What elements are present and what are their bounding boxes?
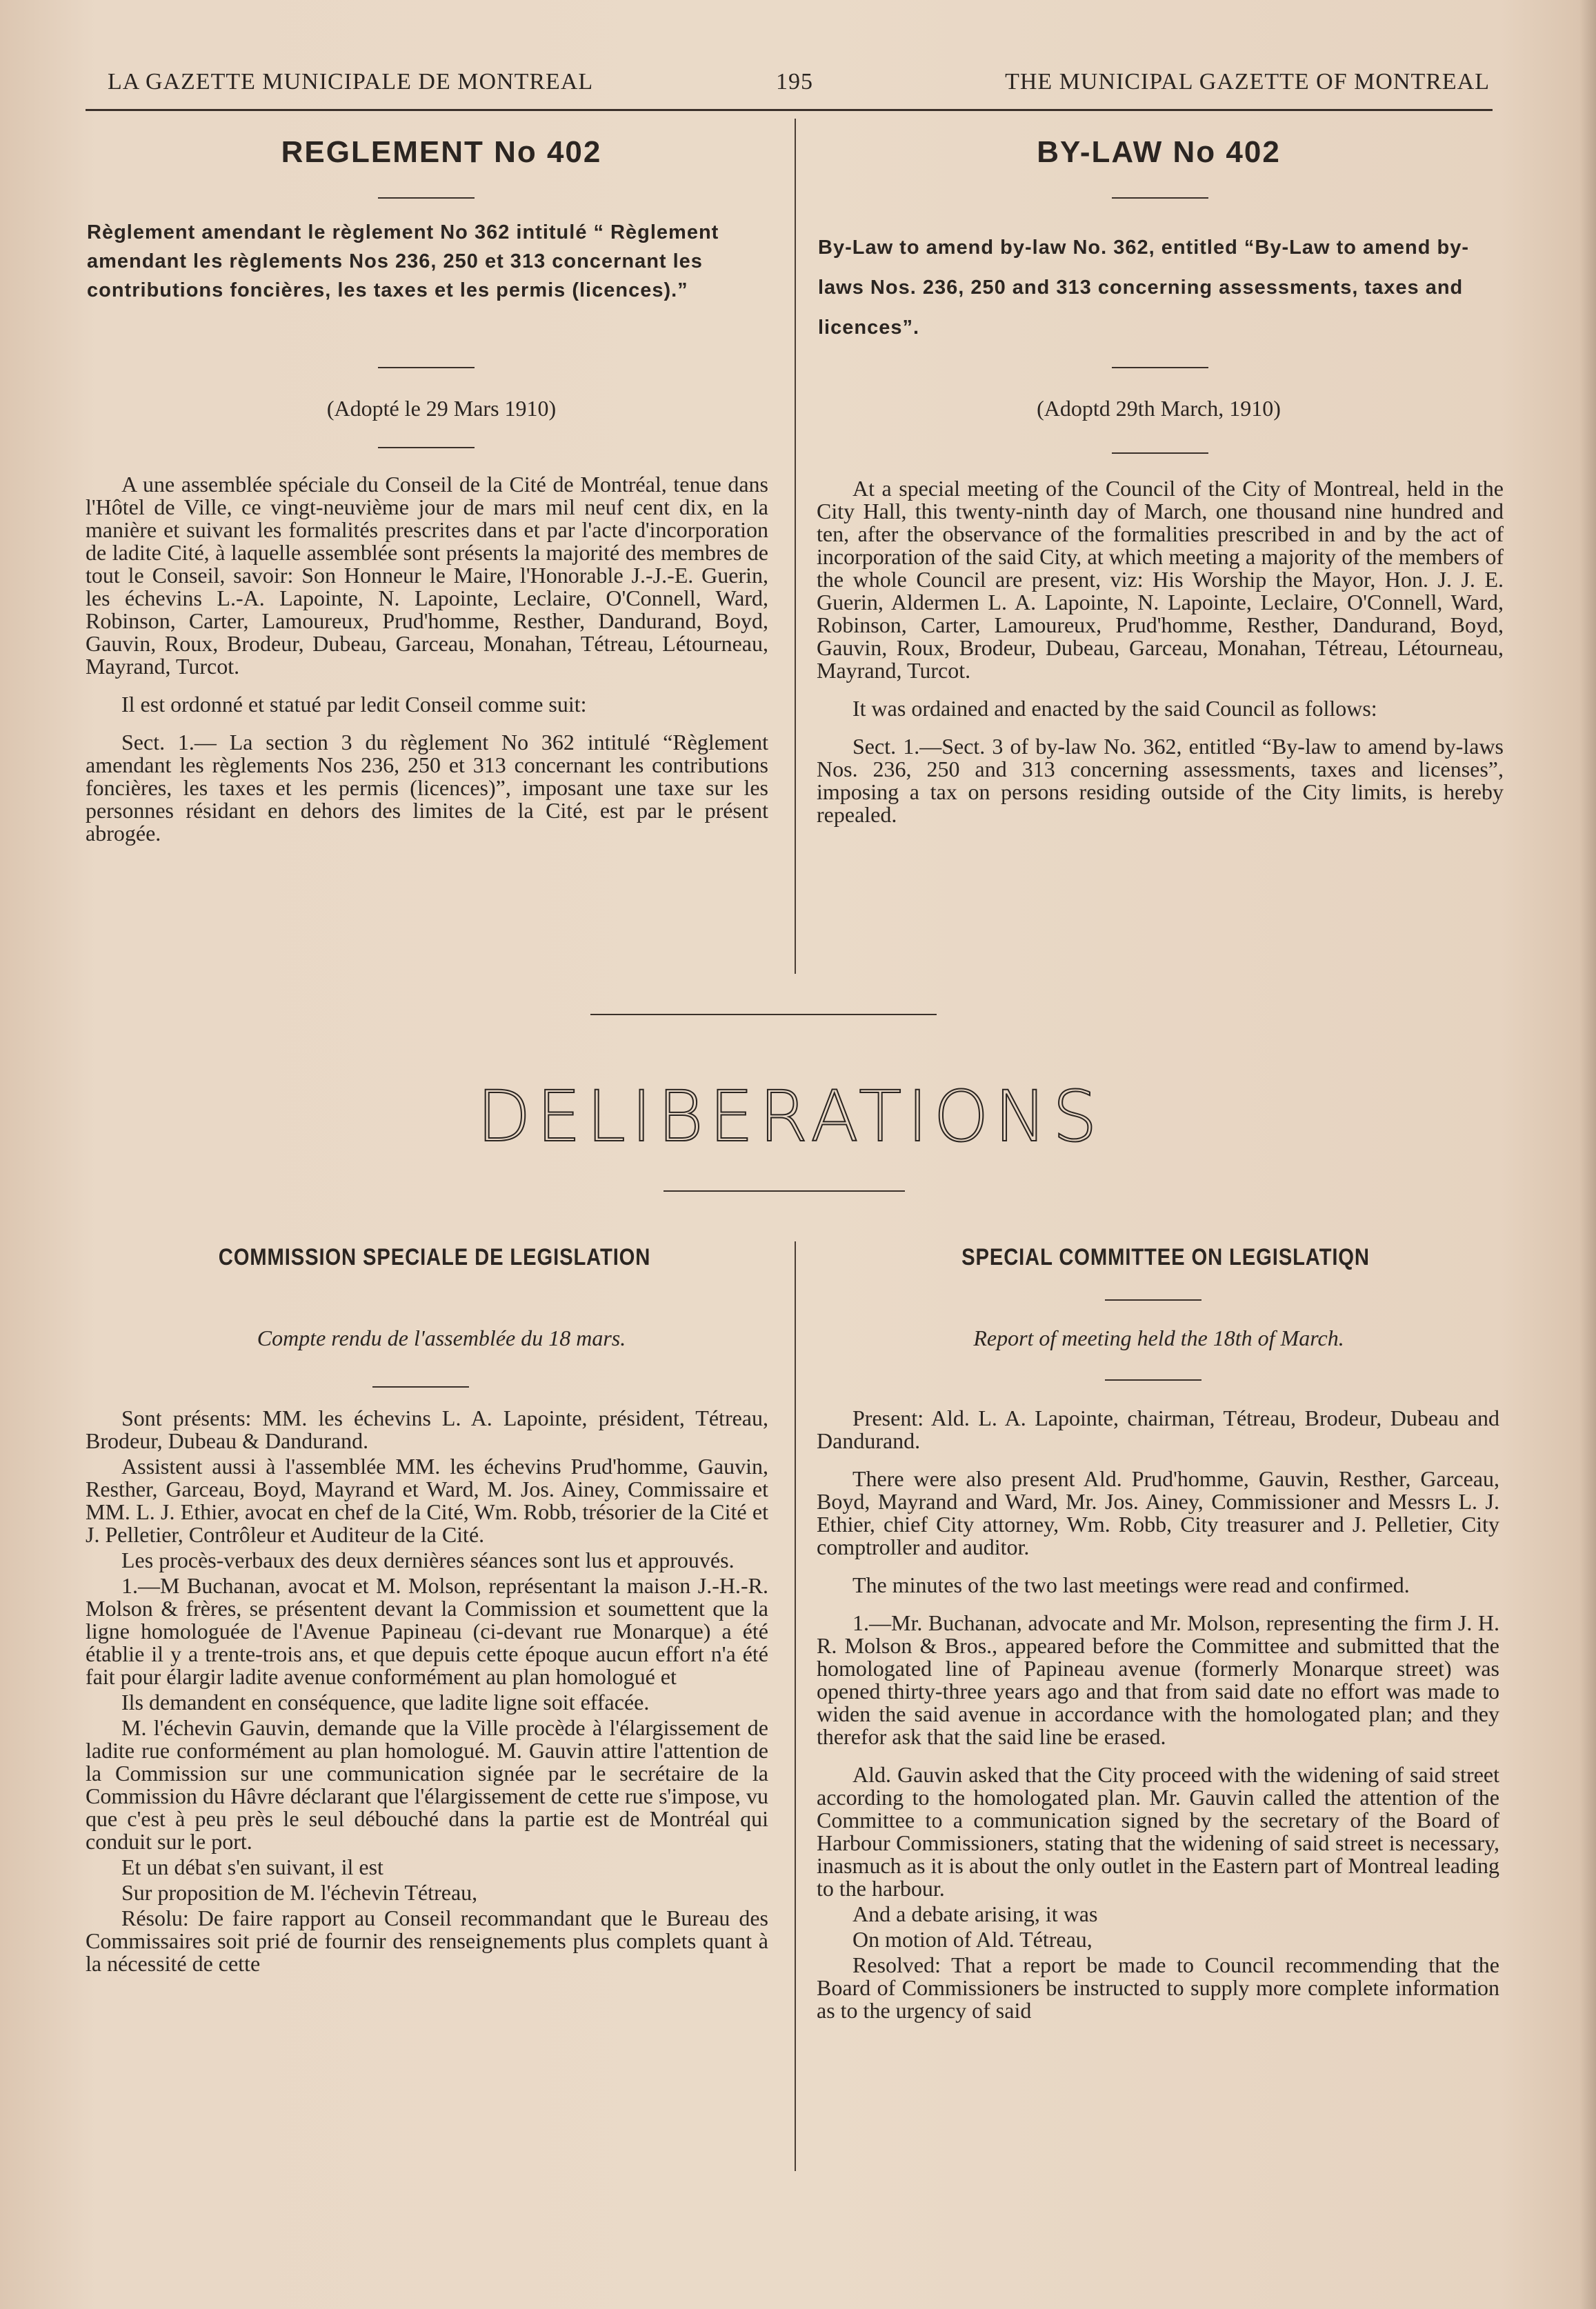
page-edge-shadow	[1579, 0, 1596, 2309]
paragraph: Résolu: De faire rapport au Conseil recommandant que le Bureau des Commissaires soit prié de fournir des renseignements plus complets quant à la nécessité de cette	[86, 1906, 768, 1976]
column-divider-bottom	[795, 1241, 796, 2171]
paragraph: At a special meeting of the Council of the City of Montreal, held in the City Hall, this twenty-ninth day of March, one thousand nine hundred and ten, after the observance of the formalities prescribed in and by the act of incorporation of the said City, at which meeting a majority of the members of the whole Council are present, viz: His Worship the Mayor, Hon. J. J. E. Guerin, Aldermen L. A. Lapointe, N. Lapointe, Leclaire, O'Connell, Ward, Robinson, Carter, Lamoureux, Prud'homme, Resther, Dandurand, Boyd, Gauvin, Roux, Brodeur, Dubeau, Garceau, Monahan, Tétreau, Létourneau, Mayrand, Turcot.	[817, 476, 1504, 683]
rule	[1112, 197, 1208, 199]
rule	[1112, 367, 1208, 368]
bylaw-body-fr	[86, 473, 768, 860]
paragraph: Sont présents: MM. les échevins L. A. Lapointe, président, Tétreau, Brodeur, Dubeau & Dandurand.	[86, 1406, 768, 1453]
paragraph: On motion of Ald. Tétreau,	[852, 1927, 1093, 1952]
section-rule-top	[590, 1014, 937, 1015]
paragraph: M. l'échevin Gauvin, demande que la Ville procède à l'élargissement de ladite rue conformément au plan homologué. M. Gauvin attire l'attention de la Commission sur une communication signée par le secrétaire de la Commission du Hâvre déclarant que l'élargissement de cette rue s'impose, vu que c'est à peu près le seul débouché dans la partie est de Montréal qui conduit sur le port.	[86, 1715, 768, 1854]
paragraph: Ils demandent en conséquence, que ladite ligne soit effacée.	[121, 1690, 650, 1715]
meeting-report-en: Report of meeting held the 18th of March.	[973, 1326, 1344, 1350]
header-right-title: THE MUNICIPAL GAZETTE OF MONTREAL	[1005, 69, 1490, 94]
committee-heading-en: SPECIAL COMMITTEE ON LEGISLATIQN	[961, 1244, 1370, 1270]
paragraph: Les procès-verbaux des deux dernières séances sont lus et approuvés.	[121, 1548, 735, 1572]
paragraph: A une assemblée spéciale du Conseil de la Cité de Montréal, tenue dans l'Hôtel de Ville, ce vingt-neuvième jour de mars mil neuf cent dix, en la manière et suivant les formalités prescrites dans et par l'acte d'incorporation de ladite Cité, à laquelle assemblée sont présents la majorité des membres de tout le Conseil, savoir: Son Honneur le Maire, l'Honorable J.-J.-E. Guerin, les échevins L.-A. Lapointe, N. Lapointe, Leclaire, O'Connell, Ward, Robinson, Carter, Lamoureux, Prud'homme, Resther, Dandurand, Boyd, Gauvin, Roux, Brodeur, Dubeau, Garceau, Monahan, Tétreau, Létourneau, Mayrand, Turcot.	[86, 472, 768, 679]
paragraph: And a debate arising, it was	[852, 1901, 1098, 1926]
rule	[378, 367, 475, 368]
bylaw-title-en: BY-LAW No 402	[1037, 135, 1281, 169]
running-head	[103, 69, 1490, 101]
bylaw-subtitle-fr: Règlement amendant le règlement No 362 intitulé “ Règlement amendant les règlements Nos 236, 250 et 313 concernant les contributions foncières, les taxes et les permis (licences).”	[87, 221, 719, 301]
committee-heading-fr: COMMISSION SPECIALE DE LEGISLATION	[218, 1244, 651, 1270]
section-rule-bottom	[664, 1190, 905, 1192]
rule	[372, 1386, 469, 1388]
header-rule	[86, 109, 1493, 111]
paragraph: It was ordained and enacted by the said Council as follows:	[852, 696, 1377, 721]
deliberations-body-fr	[86, 1407, 768, 1978]
paragraph: Sur proposition de M. l'échevin Tétreau,	[121, 1880, 478, 1905]
paragraph: The minutes of the two last meetings were read and confirmed.	[852, 1572, 1410, 1597]
paragraph: 1.—M Buchanan, avocat et M. Molson, représentant la maison J.-H.-R. Molson & frères, se présentent devant la Commission et soumettent que la ligne homologuée de l'Avenue Papineau (ci-devant rue Monarque) a été établie il y a trente-trois ans, et que depuis cette époque aucun effort n'a été fait pour élargir ladite avenue conformément au plan homologué et	[86, 1573, 768, 1689]
rule	[1105, 1299, 1201, 1301]
paragraph: Et un débat s'en suivant, il est	[121, 1855, 383, 1879]
bylaw-subtitle-en: By-Law to amend by-law No. 362, entitled “By-Law to amend by-laws Nos. 236, 250 and 313 concerning assessments, taxes and licences”.	[818, 237, 1470, 339]
bylaw-adopted-fr: (Adopté le 29 Mars 1910)	[326, 396, 557, 421]
page-number: 195	[776, 69, 813, 94]
meeting-report-fr: Compte rendu de l'assemblée du 18 mars.	[257, 1326, 626, 1350]
paragraph: Assistent aussi à l'assemblée MM. les échevins Prud'homme, Gauvin, Resther, Garceau, Boyd, Mayrand et Ward, M. Jos. Ainey, Commissaire et MM. L. J. Ethier, avocat en chef de la Cité, Wm. Robb, trésorier de la Cité et J. Pelletier, Contrôleur et Auditeur de la Cité.	[86, 1454, 768, 1547]
rule	[1105, 1379, 1201, 1381]
paragraph: Ald. Gauvin asked that the City proceed with the widening of said street according to the homologated plan. Mr. Gauvin called the attention of the Committee to a communication signed by the secretary of the Board of Harbour Commissioners, stating that the widening of said street is necessary, inasmuch as it is about the only outlet in the Eastern part of Montreal leading to the harbour.	[817, 1762, 1499, 1901]
bylaw-title-fr: REGLEMENT No 402	[281, 135, 602, 169]
paragraph: Resolved: That a report be made to Council recommending that the Board of Commissioners be instructed to supply more complete information as to the urgency of said	[817, 1952, 1499, 2023]
paragraph: Il est ordonné et statué par ledit Conseil comme suit:	[121, 692, 587, 717]
paragraph: Present: Ald. L. A. Lapointe, chairman, Tétreau, Brodeur, Dubeau and Dandurand.	[817, 1406, 1499, 1453]
rule	[1112, 452, 1208, 454]
paragraph: 1.—Mr. Buchanan, advocate and Mr. Molson, representing the firm J. H. R. Molson & Bros., appeared before the Committee and submitted that the homologated line of Papineau avenue (formerly Monarque street) was opened thirty-three years ago and that from said date no effort was made to widen the said avenue in accordance with the homologated plan; and they therefor ask that the said line be erased.	[817, 1610, 1499, 1749]
paragraph: There were also present Ald. Prud'homme, Gauvin, Resther, Garceau, Boyd, Mayrand and Ward, Mr. Jos. Ainey, Commissioner and Messrs L. J. Ethier, chief City attorney, Wm. Robb, City treasurer and J. Pelletier, City comptroller and auditor.	[817, 1466, 1499, 1559]
rule	[378, 447, 475, 448]
paragraph: Sect. 1.— La section 3 du règlement No 362 intitulé “Règlement amendant les règlements Nos 236, 250 et 313 concernant les contributions foncières, les taxes et les permis (licences)”, imposant une taxe sur les personnes résidant en dehors des limites de la Cité, est par le présent abrogée.	[86, 730, 768, 846]
header-left-title: LA GAZETTE MUNICIPALE DE MONTREAL	[108, 69, 594, 94]
column-divider-top	[795, 119, 796, 974]
rule	[378, 197, 475, 199]
paragraph: Sect. 1.—Sect. 3 of by-law No. 362, entitled “By-law to amend by-laws Nos. 236, 250 and 313 concerning assessments, taxes and licenses”, imposing a tax on persons residing outside of the City limits, is hereby repealed.	[817, 734, 1504, 827]
bylaw-body-en	[817, 477, 1504, 841]
bylaw-adopted-en: (Adoptd 29th March, 1910)	[1037, 396, 1281, 421]
section-title: DELIBERATIONS	[477, 1076, 1103, 1158]
deliberations-body-en	[817, 1407, 1499, 2025]
